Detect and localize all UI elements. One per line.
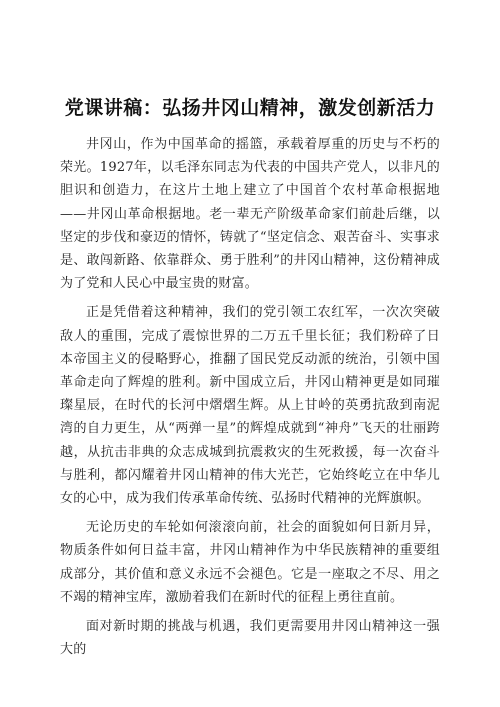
paragraph-2: 正是凭借着这种精神，我们的党引领工农红军，一次次突破敌人的重围，完成了震惊世界的二万五千里长征；我们粉碎了日本帝国主义的侵略野心，推翻了国民党反动派的统治，引领中国革命走向了辉煌的胜利。新中国成立后，井冈山精神更是如同璀璨星辰，在时代的长河中熠熠生辉。从上甘岭的英勇抗敌到南泥湾的自力更生，从“两弹一星”的辉煌成就到“神舟”飞天的壮丽跨越，从抗击非典的众志成城到抗震救灾的生死救援，每一次奋斗与胜利，都闪耀着井冈山精神的伟大光芒，它始终屹立在中华儿女的心中，成为我们传承革命传统、弘扬时代精神的光辉旗帜。 [60,305,440,507]
document-title: 党课讲稿：弘扬井冈山精神，激发创新活力 [64,97,436,119]
paragraph-1: 井冈山，作为中国革命的摇篮，承载着厚重的历史与不朽的荣光。1927年，以毛泽东同志为代表的中国共产党人，以非凡的胆识和创造力，在这片土地上建立了中国首个农村革命根据地——井冈山革命根据地。老一辈无产阶级革命家们前赴后继，以坚定的步伐和豪迈的情怀，铸就了“坚定信念、艰苦奋斗、实事求是、敢闯新路、依靠群众、勇于胜利”的井冈山精神，这份精神成为了党和人民心中最宝贵的财富。 [60,137,440,292]
paragraph-3: 无论历史的车轮如何滚滚向前，社会的面貌如何日新月异，物质条件如何日益丰富，井冈山精神作为中华民族精神的重要组成部分，其价值和意义永远不会褪色。它是一座取之不尽、用之不竭的精神宝库，激励着我们在新时代的征程上勇往直前。 [60,520,440,605]
paragraph-4: 面对新时期的挑战与机遇，我们更需要用井冈山精神这一强大的 [60,619,440,658]
